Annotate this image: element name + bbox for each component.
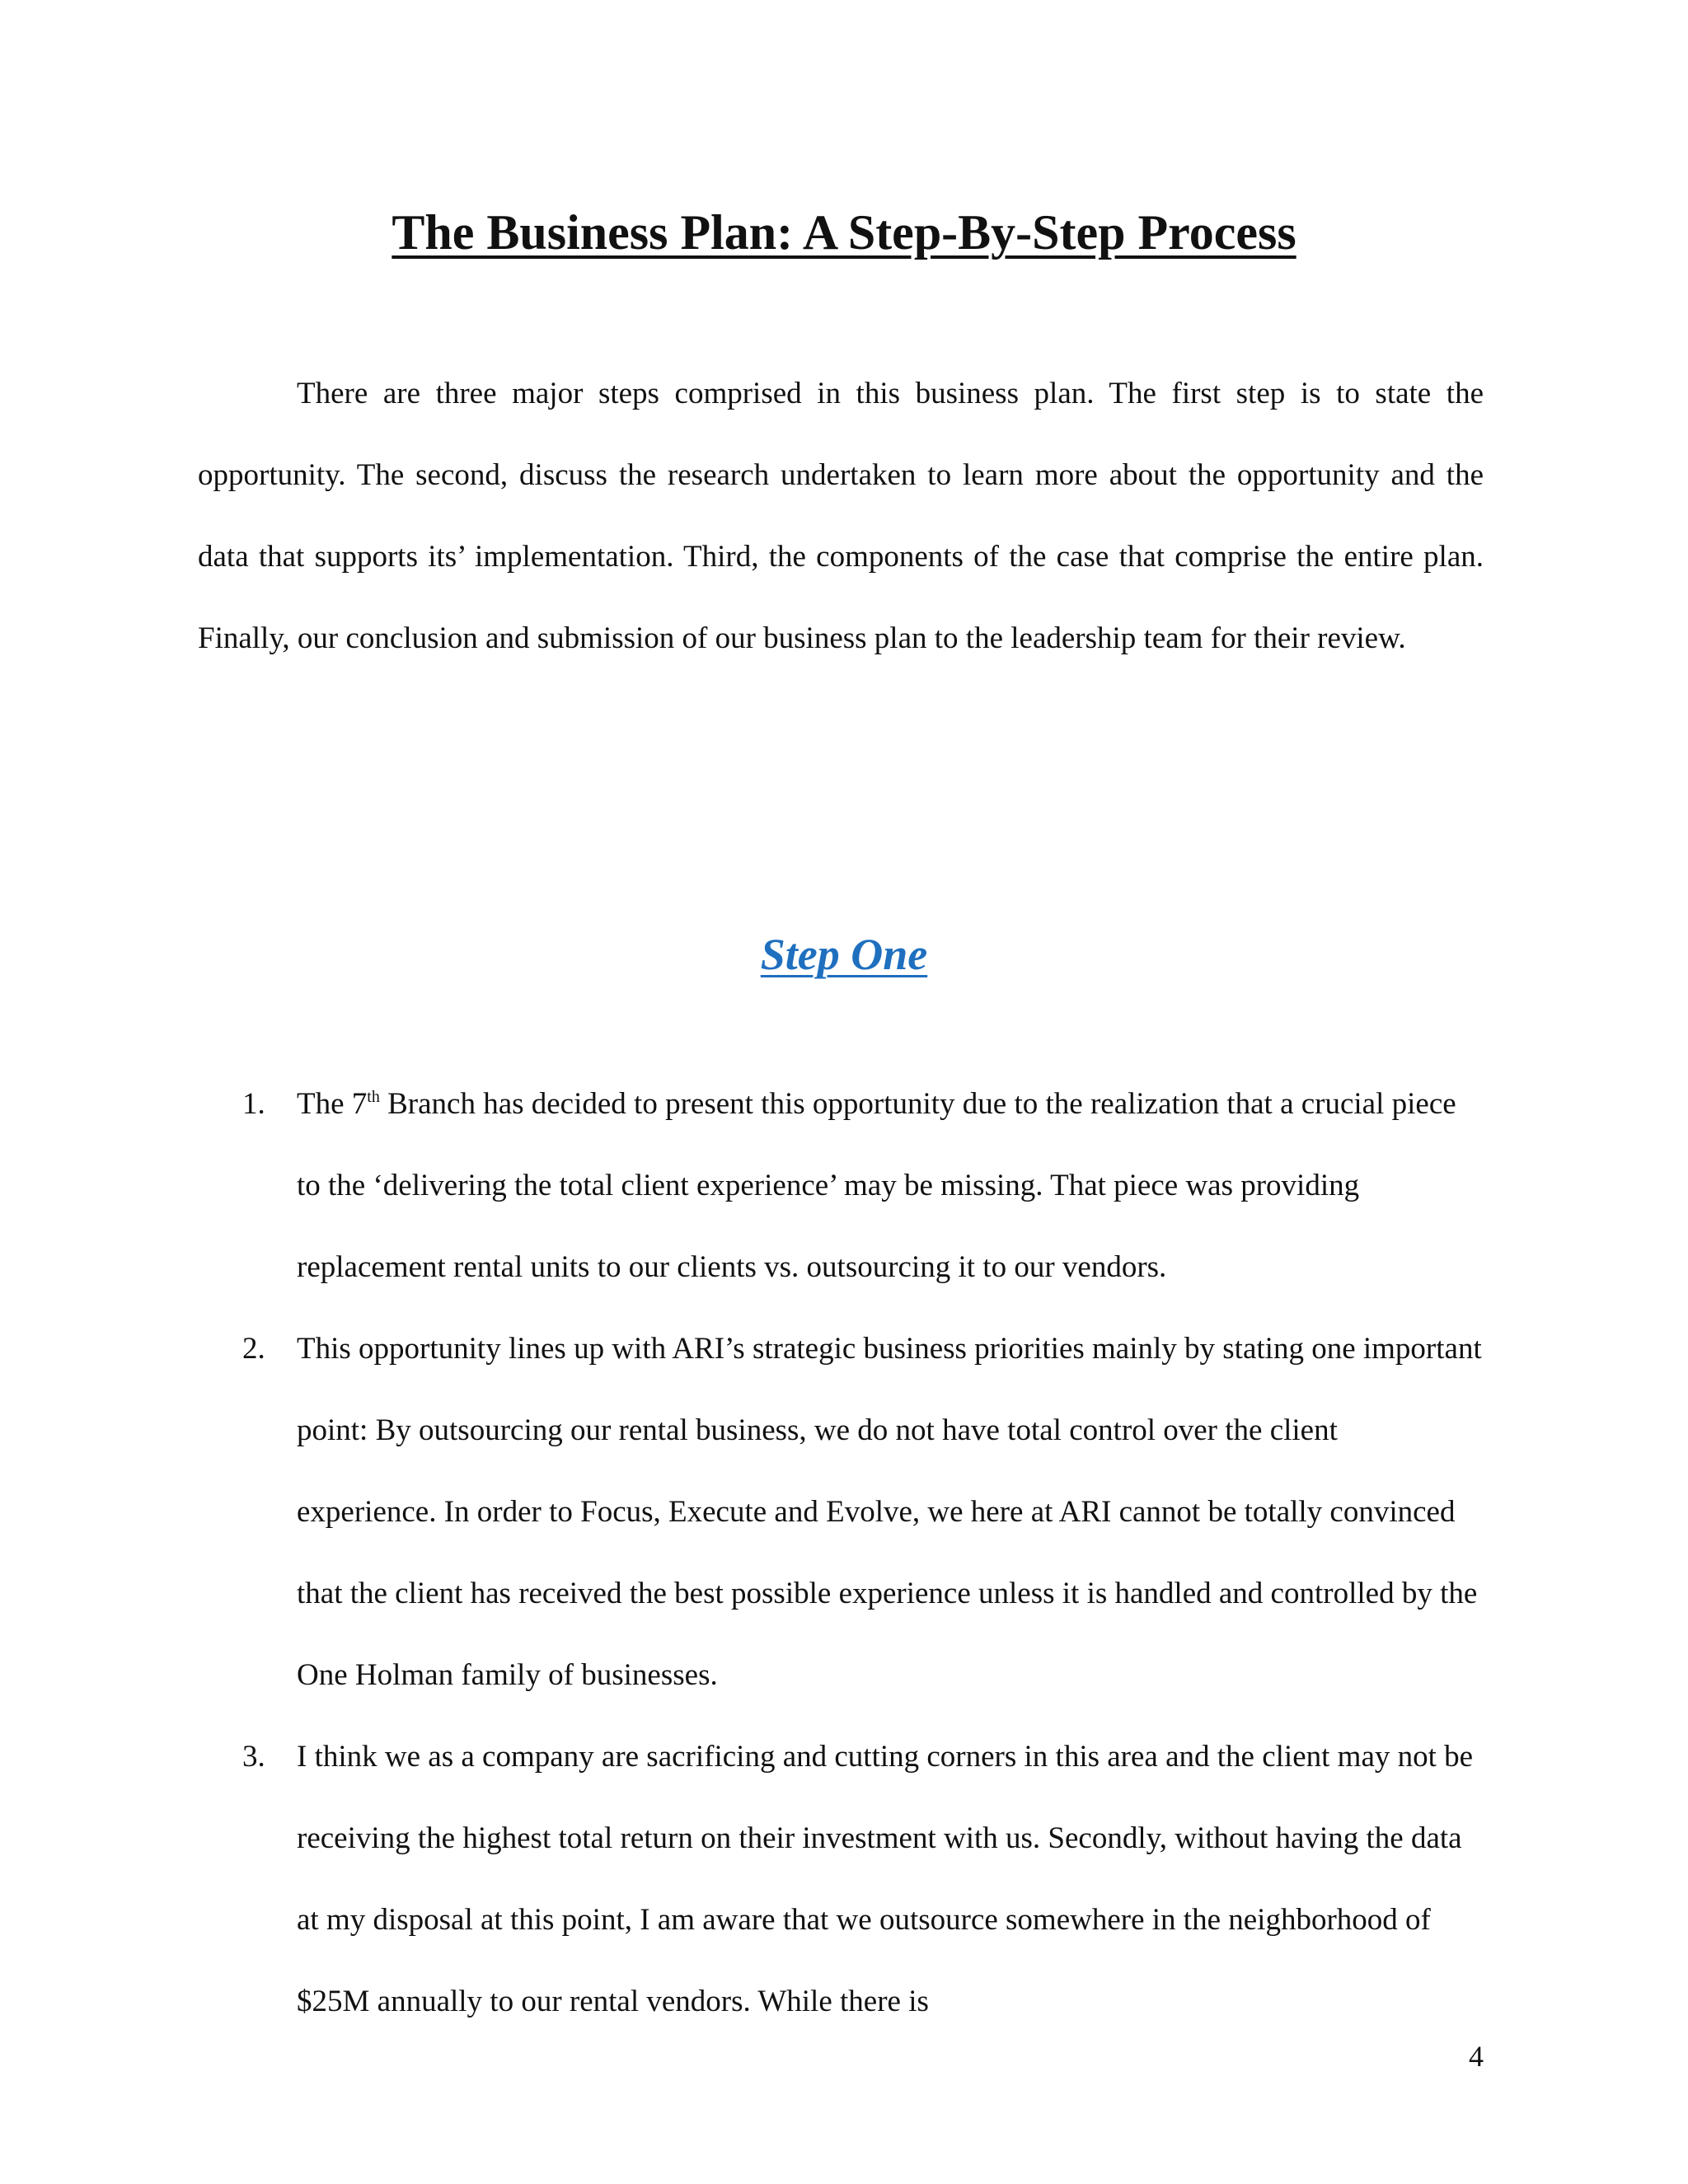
- list-item: [198, 1063, 1484, 1308]
- document-title: The Business Plan: A Step-By-Step Process: [392, 205, 1296, 260]
- step-list: [198, 1063, 1484, 2042]
- list-item-number: 3.: [242, 1740, 265, 1774]
- list-item-text: [297, 1063, 1484, 1308]
- intro-paragraph: There are three major steps comprised in this business plan. The first step is to state the opportunity. The second, discuss the research undertaken to learn more about the opportunity and the data that supports its’ implementation. Third, the components of the case that comprise the entire plan. Finally, our conclusion and submission of our business plan to the leadership team for their review.: [198, 377, 1484, 655]
- list-item: [198, 1716, 1484, 2042]
- page-number: 4: [1469, 2040, 1484, 2073]
- list-item-text-rest: Branch has decided to present this opportunity due to the realization that a crucial piece to the ‘delivering the total client experience’ may be missing. That piece was providing replacement rental units to our clients vs. outsourcing it to our vendors.: [297, 1087, 1456, 1284]
- list-item: [198, 1308, 1484, 1716]
- list-item-text: I think we as a company are sacrificing and cutting corners in this area and the client may not be receiving the highest total return on their investment with us. Secondly, without having the data at my disposal at this point, I am aware that we outsource somewhere in the neighborhood of $25M annually to our rental vendors. While there is: [297, 1740, 1474, 2018]
- list-item-text-start: The 7: [297, 1087, 368, 1121]
- list-item-number: 1.: [242, 1087, 265, 1121]
- step-one-heading: Step One: [760, 930, 928, 979]
- list-item-text: This opportunity lines up with ARI’s strategic business priorities mainly by stating one important point: By outsourcing our rental business, we do not have total control over the client experience. In order to Focus, Execute and Evolve, we here at ARI cannot be totally convinced that the client has received the best possible experience unless it is handled and controlled by the One Holman family of businesses.: [297, 1332, 1482, 1692]
- ordinal-suffix: th: [367, 1088, 380, 1106]
- list-item-number: 2.: [242, 1332, 265, 1366]
